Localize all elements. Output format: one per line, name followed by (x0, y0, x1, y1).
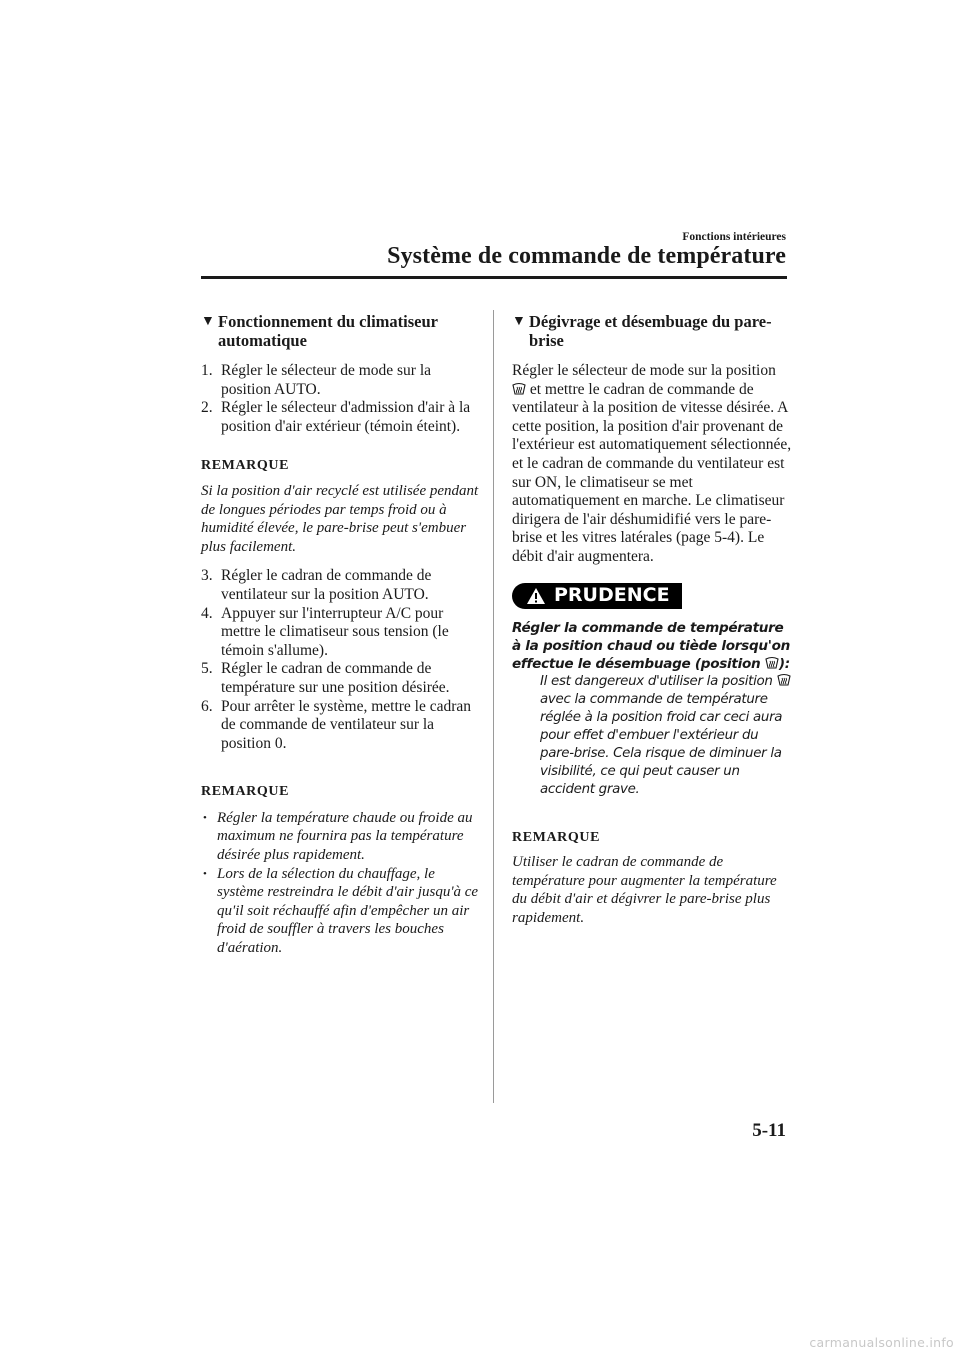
remarque-label: REMARQUE (201, 784, 290, 800)
defrost-paragraph (512, 362, 792, 567)
step-text: Régler le cadran de commande de ventilateur sur la position AUTO. (221, 567, 432, 603)
windshield-defrost-icon (765, 656, 779, 669)
section-name: Fonctions intérieures (682, 231, 786, 243)
caution-body (512, 673, 792, 799)
remarque-text: Si la position d'air recyclé est utilisée pendant de longues périodes par temps froid ou à humidité élevée, le pare-brise peut s'embuer plus facilement. (201, 482, 479, 555)
list-item (201, 809, 481, 865)
triangle-down-icon: ▼ (512, 314, 526, 329)
paragraph-text-rest: et mettre le cadran de commande de ventilateur à la position de vitesse désirée. A cette position, la position d'air provenant de l'extérieur est automatiquement sélectionnée, et le cadran de commande du ventilateur est sur ON, le climatiseur se met automatiquement en marche. Le climatiseur dirigera de l'air déshumidifié vers le pare-brise et les vitres latérales (page 5-4). Le débit d'air augmentera. (512, 380, 792, 565)
bullet-text: Régler la température chaude ou froide au maximum ne fournira pas la température désirée plus rapidement. (217, 809, 473, 864)
list-item (201, 399, 481, 436)
section-heading-climatiseur (201, 312, 481, 350)
page-title: Système de commande de température (387, 243, 786, 269)
step-number: 4. (201, 604, 213, 622)
list-item (201, 605, 481, 661)
step-number: 5. (201, 660, 213, 678)
bullet-text: Lors de la sélection du chauffage, le système restreindra le débit d'air jusqu'à ce qu'il soit réchauffé afin d'empêcher un air froid de souffler à travers les bouches d'aération. (217, 865, 479, 957)
step-number: 1. (201, 362, 213, 379)
section-heading-text: Fonctionnement du climatiseur automatique (218, 312, 438, 350)
left-column (201, 312, 481, 958)
paragraph-text-start: Régler le sélecteur de mode sur la position (512, 362, 776, 379)
remarque-label: REMARQUE (201, 458, 290, 474)
column-divider (493, 310, 494, 1103)
step-number: 3. (201, 567, 213, 585)
list-item (201, 660, 481, 697)
warning-triangle-icon (526, 587, 546, 605)
caution-box (512, 583, 792, 799)
bullet-icon: • (203, 867, 207, 880)
caution-heading (512, 619, 792, 673)
watermark: carmanualsonline.info (809, 1335, 954, 1350)
remarque-label: REMARQUE (512, 829, 601, 845)
section-heading-degivrage (512, 312, 792, 350)
step-text: Pour arrêter le système, mettre le cadran de commande de ventilateur sur la position 0. (221, 697, 472, 752)
step-text: Régler le sélecteur de mode sur la position AUTO. (221, 362, 432, 398)
caution-heading-text: Régler la commande de température à la position chaud ou tiède lorsqu'on effectue le désembuage (position (512, 619, 791, 672)
step-number: 2. (201, 399, 213, 417)
windshield-defrost-icon (777, 673, 791, 686)
bullet-icon: • (203, 811, 207, 824)
step-number: 6. (201, 697, 213, 715)
page-number: 5-11 (752, 1120, 786, 1141)
triangle-down-icon: ▼ (201, 314, 215, 329)
list-item (201, 362, 481, 399)
list-item (201, 698, 481, 754)
right-column (512, 312, 792, 928)
windshield-defrost-icon (512, 382, 526, 395)
step-text: Régler le sélecteur d'admission d'air à la position d'air extérieur (témoin éteint). (221, 399, 471, 435)
list-item (201, 865, 481, 958)
caution-badge-label: PRUDENCE (554, 584, 670, 607)
step-text: Régler le cadran de commande de température sur une position désirée. (221, 660, 450, 696)
caution-body-text-rest: avec la commande de température réglée à la position froid car ceci aura pour effet d'embuer l'extérieur du pare-brise. Cela risque de diminuer la visibilité, ce qui peut causer un accident grave. (540, 691, 783, 797)
caution-badge (512, 583, 682, 609)
remarque-text: Utiliser le cadran de commande de température pour augmenter la température du débit d'air et dégivrer le pare-brise plus rapidement. (512, 854, 777, 926)
steps-list-a (201, 362, 481, 436)
header-rule (201, 276, 787, 279)
step-text: Appuyer sur l'interrupteur A/C pour mettre le climatiseur sous tension (le témoin s'allume). (221, 604, 449, 659)
remarque-bullets (201, 809, 481, 958)
section-heading-text: Dégivrage et désembuage du pare-brise (529, 312, 772, 350)
list-item (201, 567, 481, 604)
steps-list-b (201, 567, 481, 753)
caution-heading-end: ): (778, 655, 790, 672)
caution-body-text: Il est dangereux d'utiliser la position (540, 673, 773, 689)
